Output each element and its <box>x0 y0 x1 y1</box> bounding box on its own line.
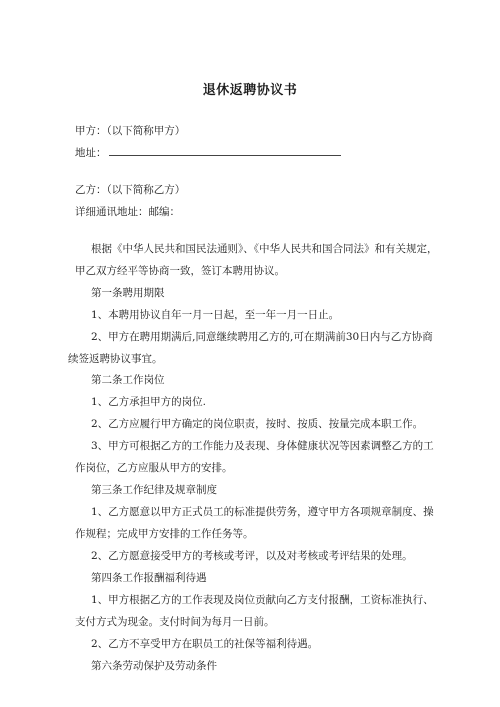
article-1-paragraph-2-line-2: 续签返聘协议事宜。 <box>68 353 163 365</box>
article-3-title: 第三条工作纪律及规章制度 <box>91 484 217 496</box>
address-line <box>75 145 341 160</box>
article-4-paragraph-2: 2、乙方不享受甲方在职员工的社保等福利待遇。 <box>91 638 319 650</box>
address-label: 地址： <box>75 147 107 159</box>
address-blank-underline <box>109 145 341 156</box>
article-2-title: 第二条工作岗位 <box>91 374 165 386</box>
article-4-paragraph-1-line-1: 1、甲方根据乙方的工作表现及岗位贡献向乙方支付报酬，工资标准执行、 <box>91 594 434 606</box>
article-2-paragraph-2: 2、乙方应履行甲方确定的岗位职责，按时、按质、按量完成本职工作。 <box>91 418 424 430</box>
article-1-paragraph-2-line-1: 2、甲方在聘用期满后,同意继续聘用乙方的,可在期满前30日内与乙方协商 <box>91 331 433 343</box>
article-3-paragraph-1-line-2: 作规程；完成甲方安排的工作任务等。 <box>75 528 254 540</box>
article-4-title: 第四条工作报酬福利待遇 <box>91 572 207 584</box>
article-2-paragraph-1: 1、乙方承担甲方的岗位. <box>91 396 207 408</box>
article-4-paragraph-1-line-2: 支付方式为现金。支付时间为每月一日前。 <box>75 616 275 628</box>
article-2-paragraph-3-line-1: 3、甲方可根据乙方的工作能力及表现、身体健康状况等因素调整乙方的工 <box>91 440 434 452</box>
intro-paragraph-line-1: 根据《中华人民共和国民法通则》、《中华人民共和国合同法》和有关规定， <box>91 243 438 255</box>
contact-address-line: 详细通讯地址：邮编： <box>75 206 180 218</box>
article-6-title: 第六条劳动保护及劳动条件 <box>91 660 217 672</box>
article-3-paragraph-2: 2、乙方愿意接受甲方的考核或考评，以及对考核或考评结果的处理。 <box>91 550 413 562</box>
party-a-line: 甲方：（以下简称甲方） <box>75 125 186 137</box>
article-1-title: 第一条聘用期限 <box>91 287 165 299</box>
article-3-paragraph-1-line-1: 1、乙方愿意以甲方正式员工的标准提供劳务，遵守甲方各项规章制度、操 <box>91 506 434 518</box>
party-b-line: 乙方：（以下简称乙方） <box>75 184 186 196</box>
intro-paragraph-line-2: 甲乙双方经平等协商一致，签订本聘用协议。 <box>75 265 285 277</box>
document-title: 退休返聘协议书 <box>202 83 298 98</box>
article-2-paragraph-3-line-2: 作岗位，乙方应服从甲方的安排。 <box>75 462 233 474</box>
article-1-paragraph-1: 1、本聘用协议自年一月一日起，至一年一月一日止。 <box>91 309 340 321</box>
